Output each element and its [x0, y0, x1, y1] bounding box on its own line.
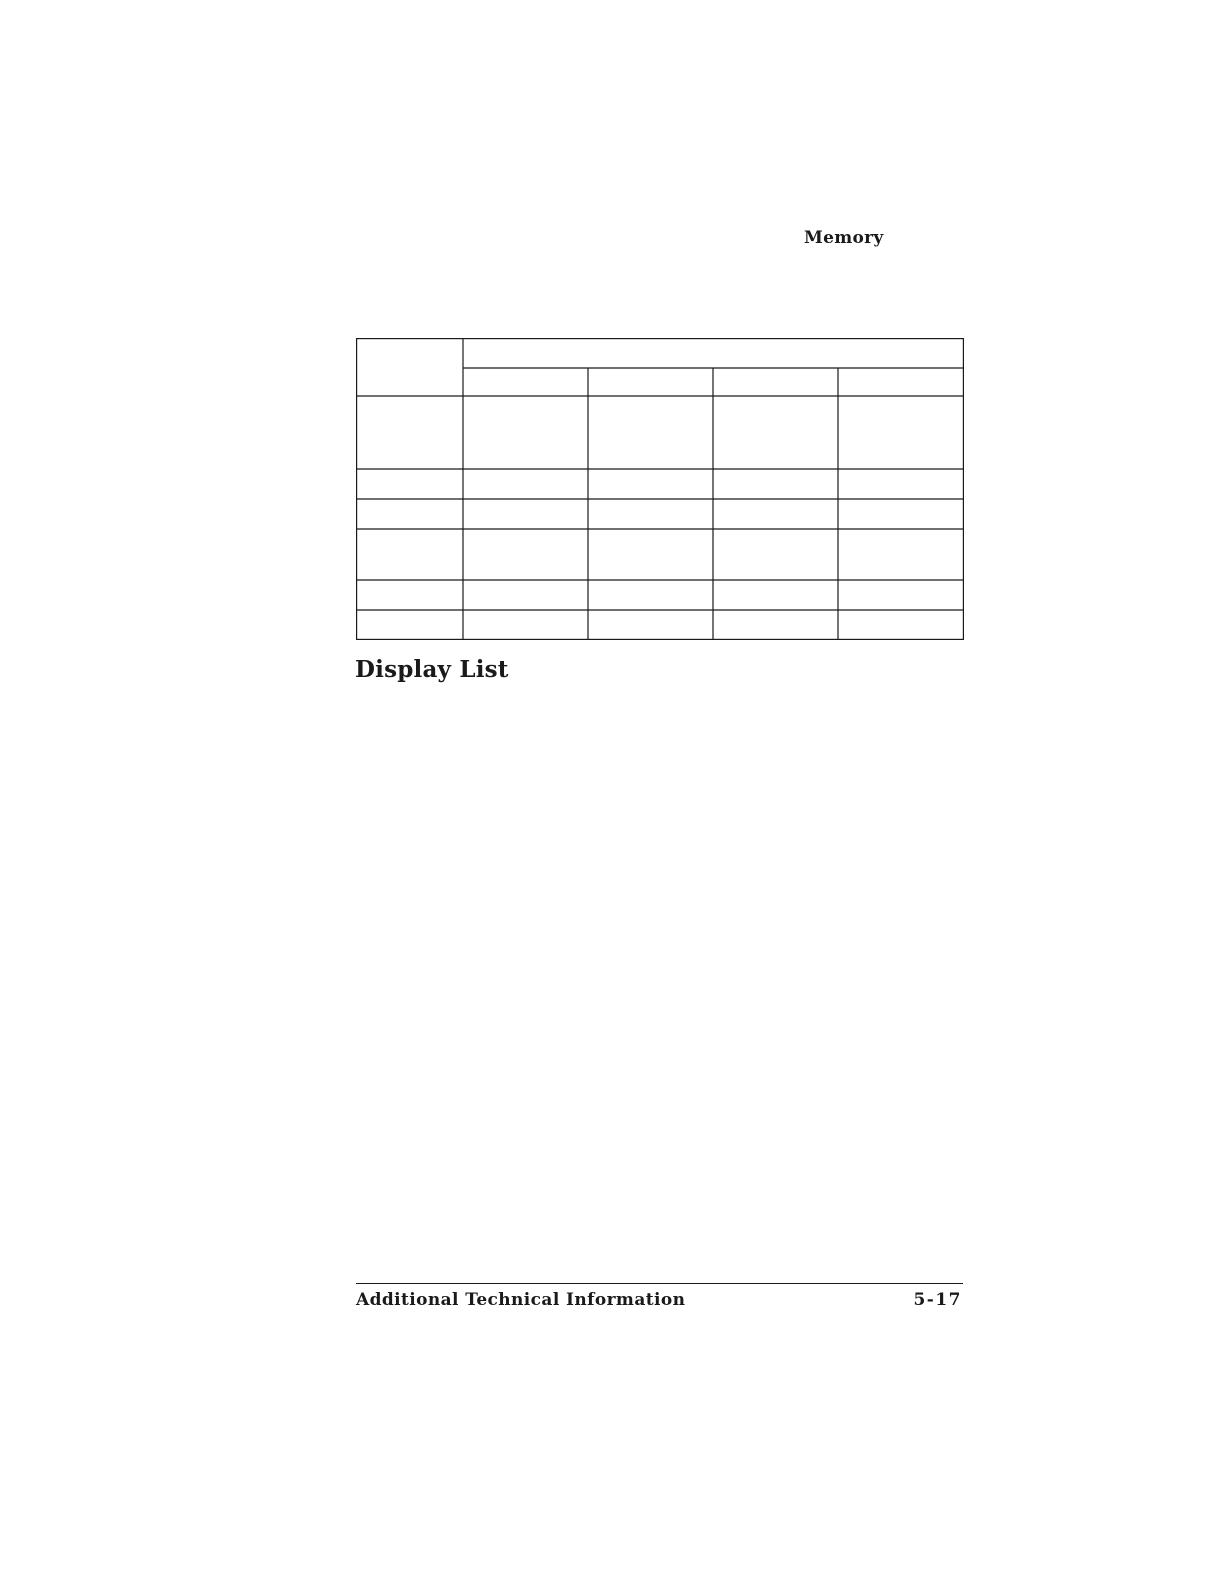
table-border	[357, 339, 964, 640]
memory-table	[356, 338, 964, 640]
table-grid	[356, 338, 964, 640]
footer-rule	[356, 1283, 963, 1284]
running-head: Memory	[804, 228, 884, 248]
footer-chapter-title: Additional Technical Information	[356, 1290, 686, 1310]
page-number: 5-17	[913, 1290, 962, 1310]
section-title: Display List	[355, 656, 509, 683]
